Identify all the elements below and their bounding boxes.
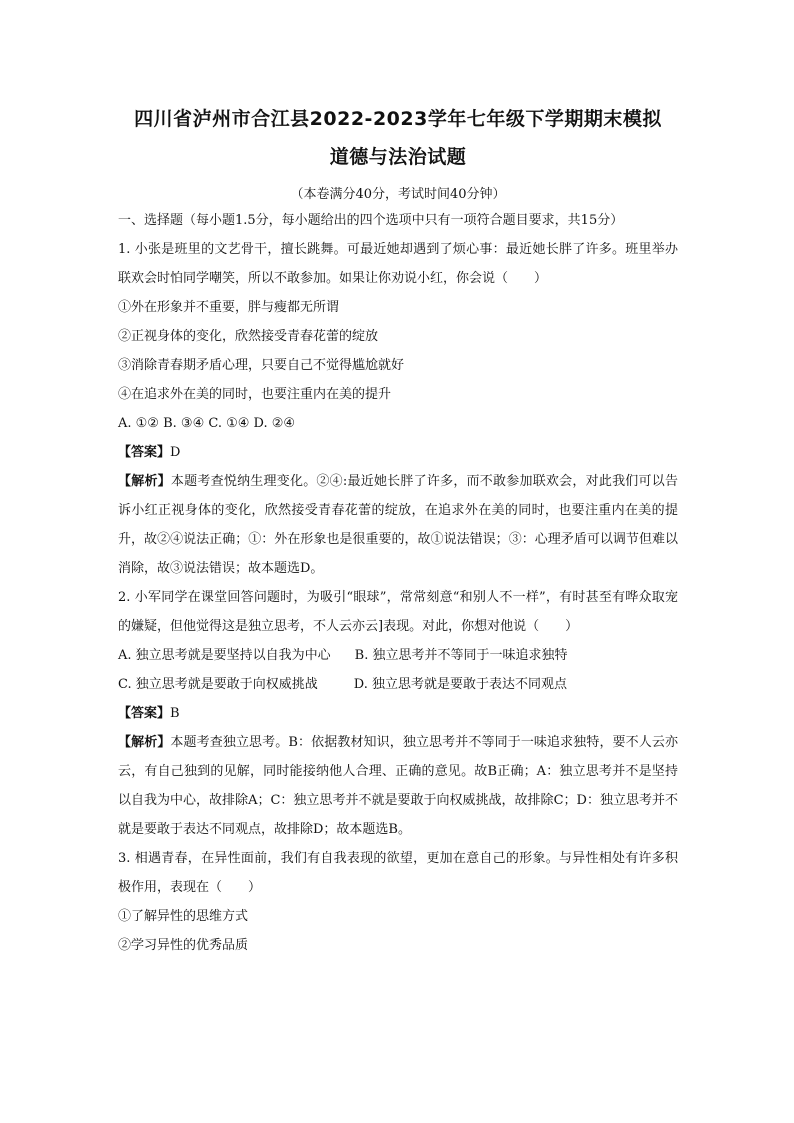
exam-page (118, 100, 678, 960)
answer-label: 【答案】 (118, 445, 171, 460)
question-3-stem: 3. 相遇青春，在异性面前，我们有自我表现的欲望，更加在意自己的形象。与异性相处有许多积极作用，表现在（ ） (118, 851, 678, 895)
question-3-item: ①了解异性的思维方式 (118, 909, 249, 924)
question-1-item: ①外在形象并不重要，胖与瘦都无所谓 (118, 300, 340, 315)
answer-value: D (170, 445, 181, 460)
option-d: D. 独立思考就是要敢于表达不同观点 (353, 677, 567, 692)
question-2-answer (118, 699, 678, 728)
page-title-line2: 道德与法治试题 (329, 146, 467, 168)
question-2-options-row-2 (118, 670, 678, 699)
question-1-item: ④在追求外在美的同时，也要注重内在美的提升 (118, 387, 392, 402)
page-title-line1: 四川省泸州市合江县2022-2023学年七年级下学期期末模拟 (134, 108, 662, 130)
question-1-options: A. ①② B. ③④ C. ①④ D. ②④ (118, 416, 296, 431)
analysis-label: 【解析】 (118, 735, 171, 750)
option-c: C. 独立思考就是要敢于向权威挑战 (118, 677, 318, 692)
analysis-label: 【解析】 (118, 474, 171, 489)
analysis-text: 本题考查独立思考。B：依据教材知识，独立思考并不等同于一味追求独特，要不人云亦云，有自己独到的见解，同时能接纳他人合理、正确的意见。故B正确；A：独立思考并不是坚持以自我为中心，故排除A；C：独立思考并不就是要敢于向权威挑战，故排除C；D：独立思考并不就是要敢于表达不同观点，故排除D；故本题选B。 (118, 735, 678, 837)
section-heading: 一、选择题（每小题1.5分，每小题给出的四个选项中只有一项符合题目要求，共15分） (118, 213, 624, 228)
option-b: B. 独立思考并不等同于一味追求独特 (354, 648, 568, 663)
question-2-stem: 2. 小军同学在课堂回答问题时，为吸引“眼球”，常常刻意“和别人不一样”，有时甚至有哗众取宠的嫌疑，但他觉得这是独立思考，不人云亦云]表现。对此，你想对他说（ ） (118, 590, 678, 634)
question-1-item: ②正视身体的变化，欣然接受青春花蕾的绽放 (118, 329, 379, 344)
answer-label: 【答案】 (118, 706, 171, 721)
question-1-answer (118, 438, 678, 467)
analysis-text: 本题考查悦纳生理变化。②④:最近她长胖了许多，而不敢参加联欢会，对此我们可以告诉小红正视身体的变化，欣然接受青春花蕾的绽放，在追求外在美的同时，也要注重内在美的提升，故②④说法正确；①：外在形象也是很重要的，故①说法错误；③：心理矛盾可以调节但难以消除，故③说法错误；故本题选D。 (118, 474, 678, 576)
question-2-options-row-1 (118, 641, 678, 670)
question-1-stem: 1. 小张是班里的文艺骨干，擅长跳舞。可最近她却遇到了烦心事：最近她长胖了许多。班里举办联欢会时怕同学嘲笑，所以不敢参加。如果让你劝说小红，你会说（ ） (118, 242, 678, 286)
question-1-analysis (118, 467, 678, 583)
question-2-analysis (118, 728, 678, 844)
question-1-item: ③消除青春期矛盾心理，只要自己不觉得尴尬就好 (118, 358, 405, 373)
question-3-item: ②学习异性的优秀品质 (118, 938, 249, 953)
exam-subtitle: （本卷满分40分，考试时间40分钟） (290, 187, 506, 202)
option-a: A. 独立思考就是要坚持以自我为中心 (118, 648, 331, 663)
answer-value: B (170, 706, 180, 721)
